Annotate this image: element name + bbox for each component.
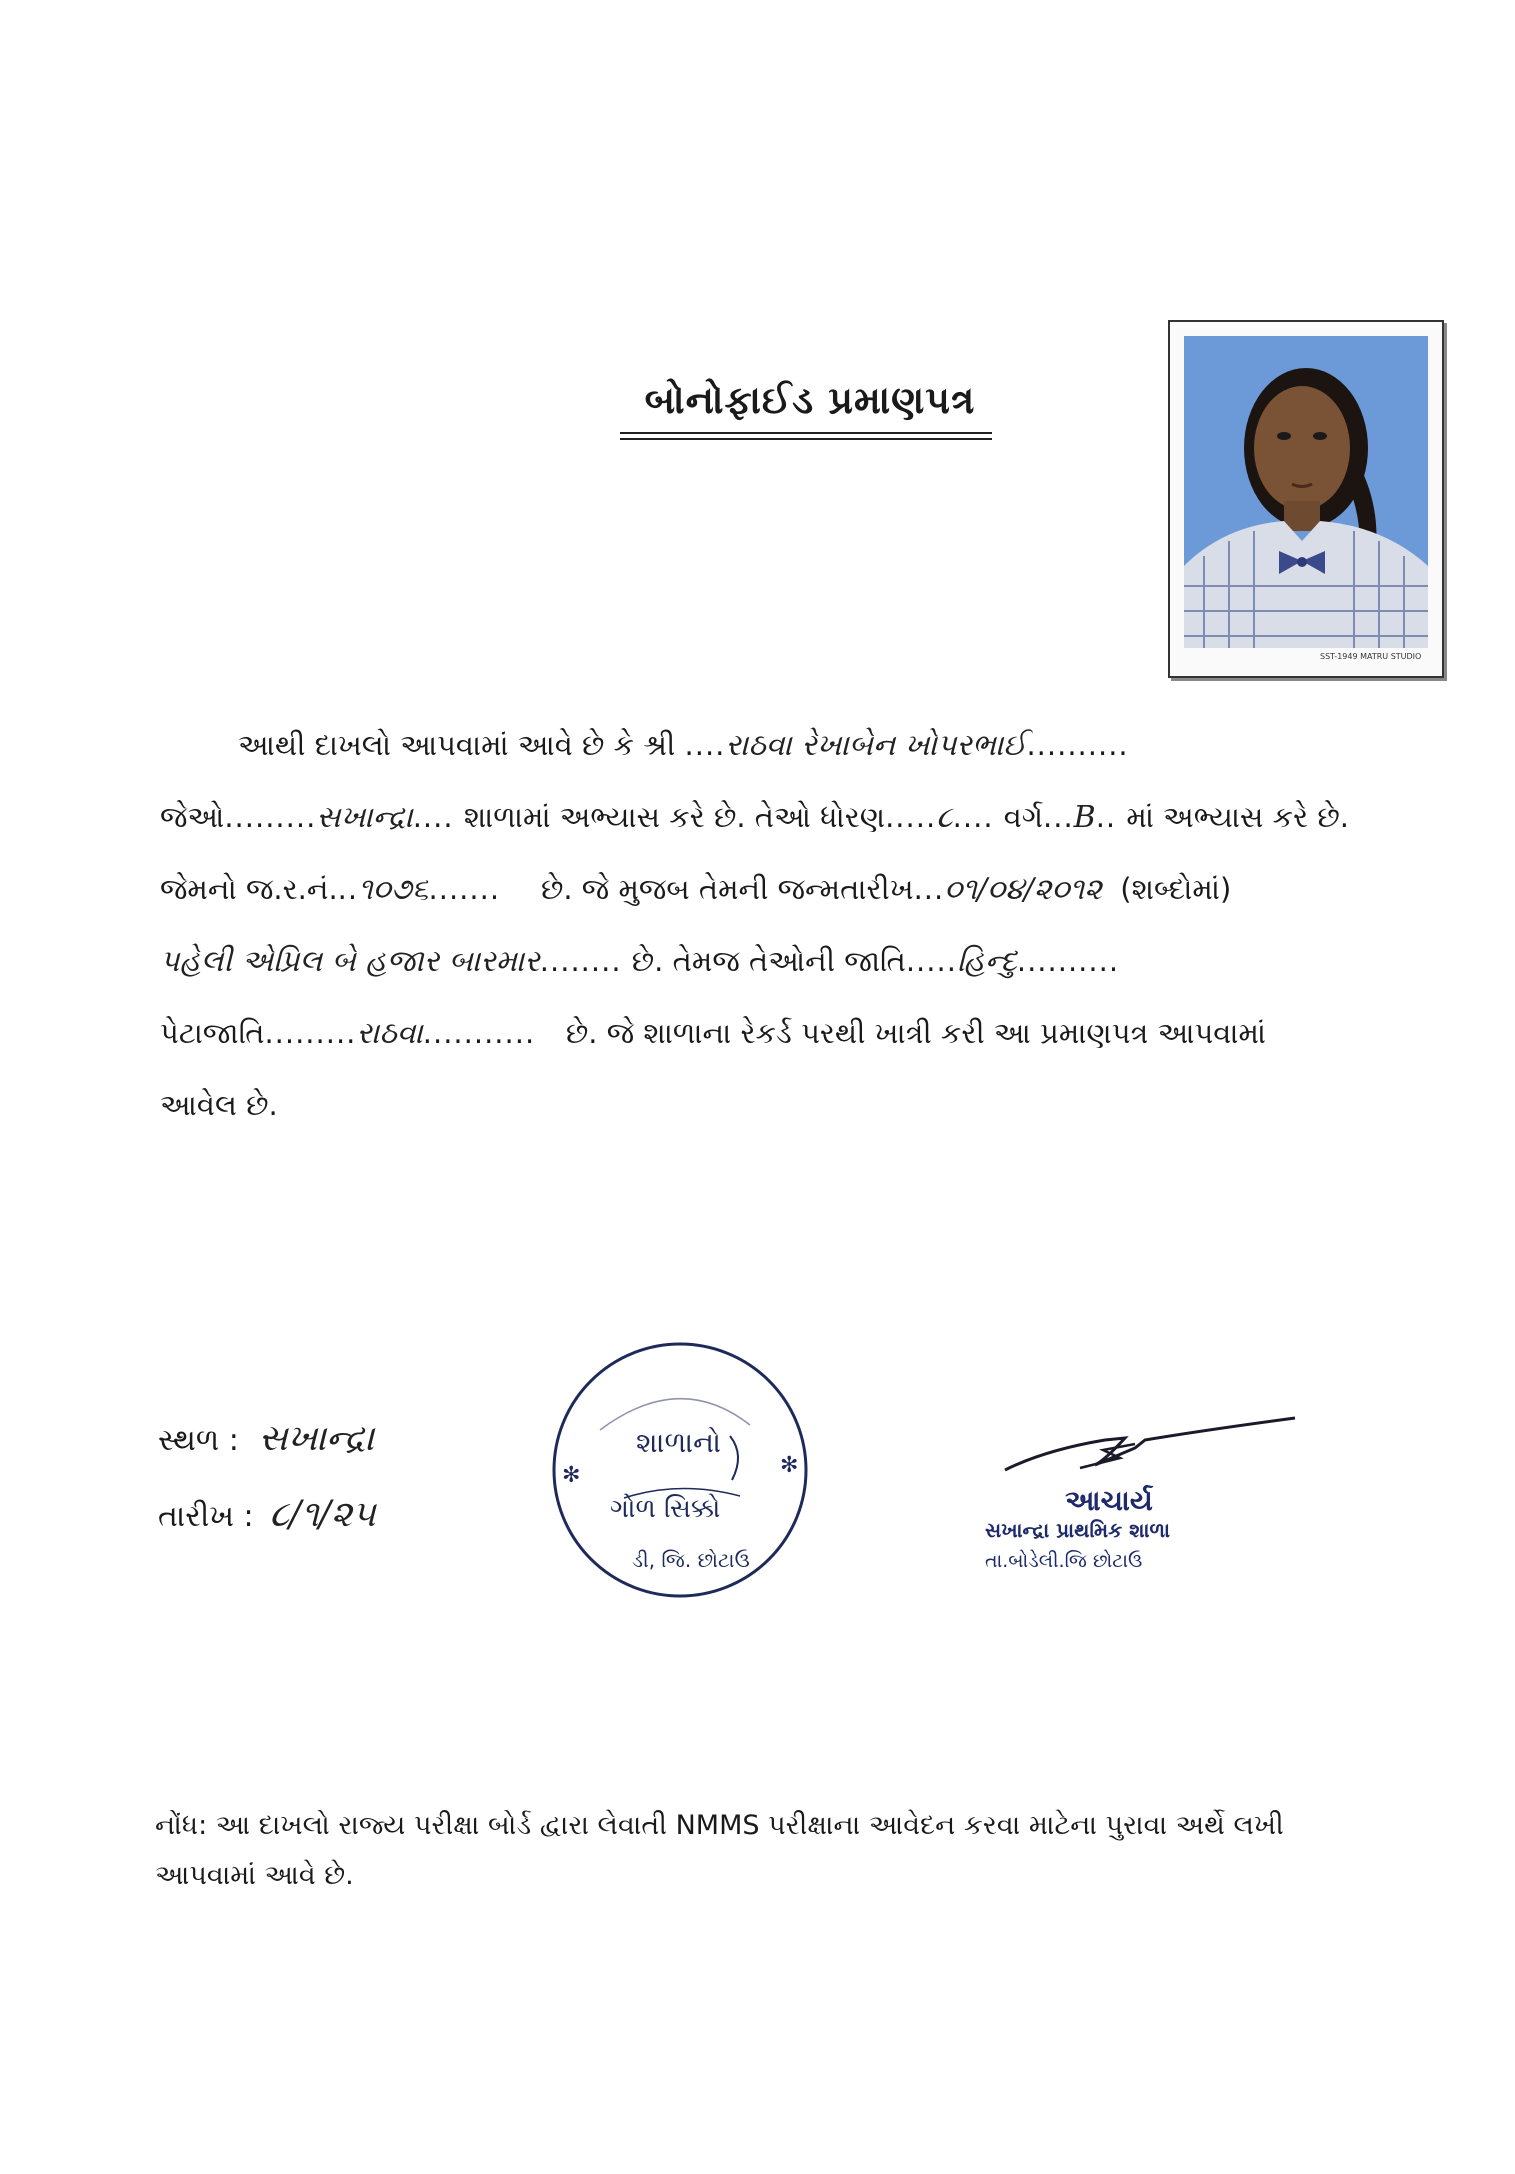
stamp-ring-text: ગોળ સિક્કો [610, 1494, 721, 1524]
note-line-2: આપવામાં આવે છે. [155, 1860, 354, 1891]
student-photo [1168, 320, 1444, 678]
line2-mid2: વર્ગ [1003, 800, 1044, 834]
dots: ......... [264, 1016, 357, 1050]
stamp-ring-text-2: ડી, જિ. છોટાઉ [632, 1548, 750, 1572]
dots: ......... [224, 800, 317, 834]
school-name: સખાન્દ્રા [316, 800, 413, 835]
dots: ..... [885, 800, 937, 834]
dots: ... [1043, 800, 1074, 834]
svg-text:✻: ✻ [562, 1463, 581, 1488]
line3-prefix: જેમનો જ.ર.નં. [160, 872, 338, 906]
body-line-1 [238, 728, 1129, 763]
body-line-6: આવેલ છે. [160, 1088, 278, 1122]
line5-prefix: પેટાજાતિ [160, 1016, 265, 1050]
dots: .......... [1016, 944, 1120, 978]
line5-suffix: છે. જે શાળાના રેકર્ડ પરથી ખાત્રી કરી આ પ્રમાણપત્ર આપવામાં [565, 1016, 1267, 1050]
line1-prefix: આથી દાખલો આપવામાં આવે છે કે શ્રી [238, 728, 676, 762]
dots: .... [684, 728, 726, 762]
date-of-birth: ૦૧/૦૪/૨૦૧૨ [944, 872, 1102, 907]
line3-suffix: (શબ્દોમાં) [1120, 872, 1232, 906]
school-round-stamp [540, 1330, 820, 1610]
body-line-5 [160, 1016, 1266, 1051]
standard: ૮ [936, 800, 953, 835]
portrait-illustration [1184, 336, 1428, 648]
place-label: સ્થળ : [158, 1423, 239, 1458]
dots: .......... [1026, 728, 1129, 762]
dots: .... [952, 800, 1004, 834]
dots: ........ [539, 944, 632, 978]
signature-scribble [985, 1410, 1305, 1490]
student-name: રાઠવા રેખાબેન ખોપરભાઈ [725, 728, 1027, 763]
dots: .... [412, 800, 464, 834]
line2-suffix: માં અભ્યાસ કરે છે. [1126, 800, 1349, 834]
date-row [158, 1494, 376, 1536]
certificate-title: બોનોફાઈડ પ્રમાણપત્ર [644, 378, 976, 422]
line3-mid: છે. જે મુજબ તેમની જન્મતારીખ [540, 872, 914, 906]
dots: .. [1095, 800, 1127, 834]
title-underline [620, 432, 992, 434]
line4-mid: છે. તેમજ તેઓની જાતિ [631, 944, 906, 978]
svg-text:✻: ✻ [780, 1453, 799, 1478]
dots: ....... [428, 872, 541, 906]
body-line-3 [160, 872, 1231, 907]
body-line-4 [160, 944, 1119, 979]
sub-caste: રાઠવા [356, 1016, 423, 1051]
line2-mid: શાળામાં અભ્યાસ કરે છે. તેઓ ધોરણ [463, 800, 886, 834]
stamp-center-text: શાળાનો [636, 1426, 722, 1459]
dots: .. [337, 872, 359, 906]
register-number: ૧૦૭૬ [358, 872, 429, 907]
division: B [1073, 800, 1096, 835]
dots: ..... [905, 944, 957, 978]
line2-prefix: જેઓ [160, 800, 225, 834]
photo-image [1184, 336, 1428, 648]
spacer [1102, 872, 1120, 906]
title-underline-2 [620, 438, 992, 440]
principal-title: આચાર્ય [1065, 1484, 1153, 1517]
principal-signature-block [985, 1410, 1305, 1590]
place-value: સખાન્દ્રા [258, 1418, 375, 1459]
date-label: તારીખ : [158, 1499, 254, 1534]
caste: હિન્દુ [956, 944, 1017, 979]
dots: ........... [422, 1016, 566, 1050]
note-line-1: નોંધ: આ દાખલો રાજ્ય પરીક્ષા બોર્ડ દ્વારા લેવાતી NMMS પરીક્ષાના આવેદન કરવા માટેના પુરાવા અર્થે લખી [155, 1810, 1284, 1841]
date-value: ૮/૧/૨૫ [269, 1494, 376, 1535]
dob-in-words: પહેલી એપ્રિલ બે હજાર બારમાર [160, 944, 540, 979]
photo-studio-label: SST-1949 MATRU STUDIO [1320, 652, 1422, 661]
taluka-district-stamp: તા.બોડેલી.જિ છોટાઉ [985, 1550, 1143, 1572]
school-name-stamp: સખાન્દ્રા પ્રાથમિક શાળા [985, 1518, 1171, 1542]
body-line-2 [160, 800, 1349, 835]
place-row [158, 1418, 374, 1460]
dots: ... [913, 872, 945, 906]
